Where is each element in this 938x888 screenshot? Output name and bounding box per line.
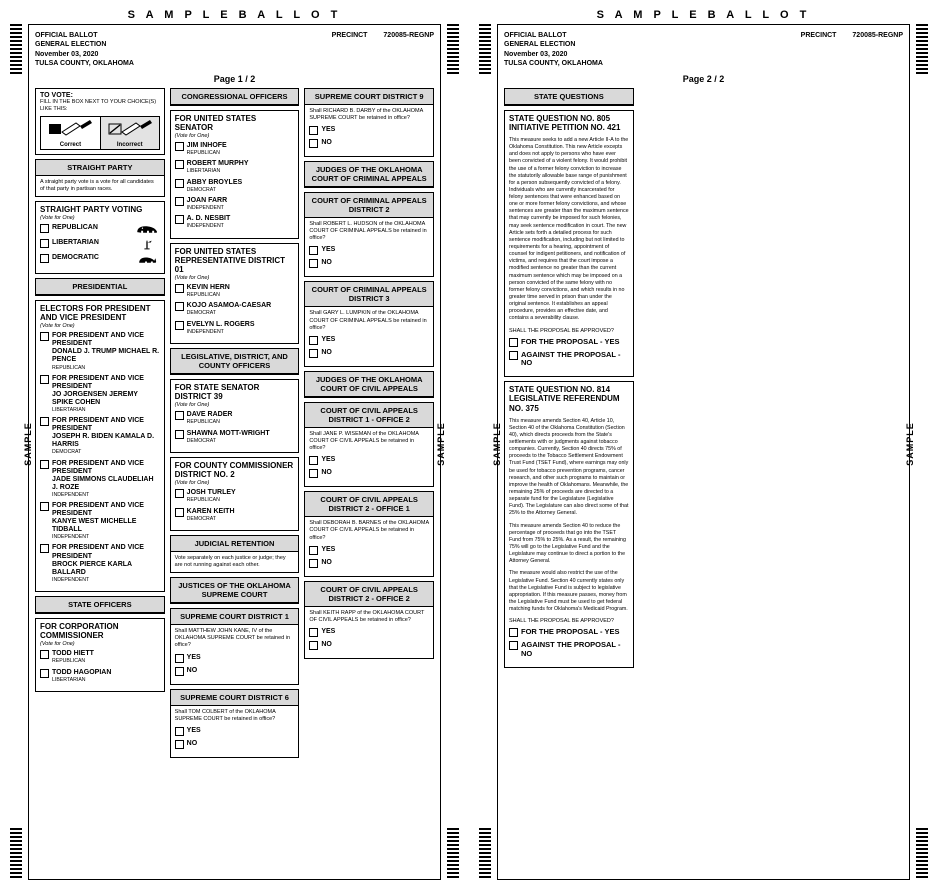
presidential-ticket[interactable] <box>40 332 160 370</box>
oval-cca3-yes[interactable] <box>309 336 318 345</box>
header-election-date: November 03, 2020 <box>35 50 99 58</box>
candidate-name: TODD HAGOPIAN <box>52 668 112 676</box>
correct-mark-icon <box>41 117 100 142</box>
ticket-heading: FOR PRESIDENT AND VICE PRESIDENT <box>52 417 144 433</box>
us-representative-vote-for: (Vote for One) <box>174 275 210 282</box>
legislative-district-county-section <box>170 348 300 375</box>
oval-democratic[interactable] <box>40 254 49 263</box>
supreme-court-district-6-head: SUPREME COURT DISTRICT 6 <box>171 690 299 706</box>
page-number-label: Page 1 / 2 <box>213 73 256 84</box>
oval-sc1-no[interactable] <box>175 667 184 676</box>
oval-libertarian[interactable] <box>40 239 49 248</box>
us-senator-title: FOR UNITED STATES SENATOR <box>174 113 257 132</box>
retention-no-row[interactable] <box>309 139 429 148</box>
candidate-row[interactable] <box>175 321 295 335</box>
yes-label: YES <box>186 653 201 661</box>
ticket-names: DONALD J. TRUMP MICHAEL R. PENCE <box>52 348 160 364</box>
incorrect-mark-icon <box>101 117 159 142</box>
candidate-party: INDEPENDENT <box>186 205 224 212</box>
state-officers-section <box>35 596 165 614</box>
criminal-appeals-district-2-head: COURT OF CRIMINAL APPEALS DISTRICT 2 <box>305 193 433 218</box>
header-official-ballot-2: OFFICIAL BALLOT <box>504 32 567 39</box>
presidential-vote-for: (Vote for One) <box>40 323 75 330</box>
candidate-row[interactable] <box>175 489 295 503</box>
retention-yes-row[interactable] <box>175 727 295 736</box>
supreme-court-district-6 <box>170 689 300 758</box>
corporation-commissioner-vote-for: (Vote for One) <box>40 641 75 648</box>
county-commissioner-title: FOR COUNTY COMMISSIONER DISTRICT NO. 2 <box>174 460 294 480</box>
retention-no-row[interactable] <box>309 641 429 650</box>
candidate-row[interactable] <box>40 650 160 664</box>
candidate-row[interactable] <box>175 508 295 522</box>
ticket-names: JO JORGENSEN JEREMY SPIKE COHEN <box>52 390 138 406</box>
oval-rep-1[interactable] <box>175 284 184 293</box>
candidate-party: LIBERTARIAN <box>52 676 86 683</box>
criminal-appeals-district-3 <box>304 281 434 366</box>
mark-example <box>40 116 160 150</box>
presidential-office-title: ELECTORS FOR PRESIDENT AND VICE PRESIDENT <box>40 303 151 323</box>
ticket-party: LIBERTARIAN <box>52 406 86 413</box>
candidate-party: LIBERTARIAN <box>186 168 221 175</box>
precinct-label: PRECINCT <box>331 32 368 39</box>
sample-ballot-title-2: S A M P L E B A L L O T <box>596 9 811 21</box>
timing-marks-left-2 <box>479 24 491 880</box>
elephant-icon <box>134 224 160 235</box>
candidate-party: INDEPENDENT <box>186 223 224 230</box>
straight-party-head: STRAIGHT PARTY <box>36 160 164 176</box>
retention-yes-row[interactable] <box>309 628 429 637</box>
yes-label: YES <box>321 545 336 553</box>
ticket-heading: FOR PRESIDENT AND VICE PRESIDENT <box>52 459 144 475</box>
oval-sq805-against[interactable] <box>509 351 518 360</box>
oval-senator-5[interactable] <box>175 215 184 224</box>
oval-state-senator-2[interactable] <box>175 430 184 439</box>
no-label: NO <box>321 139 332 147</box>
ticket-heading: FOR PRESIDENT AND VICE PRESIDENT <box>52 502 144 518</box>
supreme-court-district-1-head: SUPREME COURT DISTRICT 1 <box>171 609 299 625</box>
candidate-row[interactable] <box>175 197 295 211</box>
oval-cva22-yes[interactable] <box>309 628 318 637</box>
oval-sq814-against[interactable] <box>509 641 518 650</box>
column-1-page-2 <box>504 88 634 672</box>
ticket-names: JOSEPH R. BIDEN KAMALA D. HARRIS <box>52 433 155 449</box>
oval-state-senator-1[interactable] <box>175 411 184 420</box>
candidate-name: DAVE RADER <box>186 411 233 419</box>
us-representative-title: FOR UNITED STATES REPRESENTATIVE DISTRICT 01 <box>174 246 286 274</box>
civil-appeals-d2-o2 <box>304 581 434 659</box>
oval-senator-3[interactable] <box>175 179 184 188</box>
state-question-805-for-row[interactable] <box>509 338 629 347</box>
timing-marks-right-2 <box>916 24 928 880</box>
vertical-sample-watermark-left-2: SAMPLE <box>491 422 502 466</box>
candidate-row[interactable] <box>175 179 295 193</box>
header-election-date-2: November 03, 2020 <box>504 50 568 58</box>
party-label-libertarian: LIBERTARIAN <box>52 238 99 246</box>
oval-president-3[interactable] <box>40 417 49 426</box>
oval-cva21-no[interactable] <box>309 559 318 568</box>
supreme-court-district-9 <box>304 88 434 157</box>
ticket-names: JADE SIMMONS CLAUDELIAH J. ROZE <box>52 475 154 491</box>
retention-question: Shall RICHARD B. DARBY of the OKLAHOMA SUPREME COURT be retained in office? <box>309 107 423 121</box>
congressional-officers-section <box>170 88 300 106</box>
judicial-retention-instructions: Vote separately on each justice or judge; they are not running against each other. <box>174 554 286 568</box>
header-official-ballot: OFFICIAL BALLOT <box>35 32 98 39</box>
us-senator-vote-for: (Vote for One) <box>174 133 210 140</box>
candidate-row[interactable] <box>175 160 295 174</box>
retention-no-row[interactable] <box>175 740 295 749</box>
judicial-retention-section <box>170 535 300 573</box>
retention-yes-row[interactable] <box>309 126 429 135</box>
straight-party-option-democratic[interactable] <box>40 254 160 265</box>
oval-sq805-for[interactable] <box>509 338 518 347</box>
candidate-party: DEMOCRAT <box>186 515 216 522</box>
yes-label: YES <box>321 335 336 343</box>
candidate-name: KOJO ASAMOA-CAESAR <box>186 302 272 310</box>
ticket-heading: FOR PRESIDENT AND VICE PRESIDENT <box>52 544 144 560</box>
civil-appeals-d2-o1-head: COURT OF CIVIL APPEALS DISTRICT 2 - OFFICE 1 <box>305 492 433 517</box>
candidate-party: DEMOCRAT <box>186 310 216 317</box>
candidate-party: REPUBLICAN <box>52 658 86 665</box>
candidate-row[interactable] <box>175 430 295 444</box>
candidate-row[interactable] <box>175 284 295 298</box>
retention-no-row[interactable] <box>309 469 429 478</box>
presidential-ticket[interactable] <box>40 375 160 413</box>
ballot-content-page-1 <box>28 24 441 880</box>
no-label: NO <box>186 739 198 747</box>
candidate-name: SHAWNA MOTT-WRIGHT <box>186 429 270 437</box>
presidential-ticket[interactable] <box>40 417 160 455</box>
oval-cca2-no[interactable] <box>309 259 318 268</box>
candidate-party: REPUBLICAN <box>186 292 220 299</box>
straight-party-section <box>35 159 165 197</box>
yes-label: YES <box>321 246 336 254</box>
to-vote-title: TO VOTE: <box>40 91 73 99</box>
county-commissioner-vote-for: (Vote for One) <box>174 480 210 487</box>
state-question-814-for-row[interactable] <box>509 628 629 637</box>
correct-label: Correct <box>59 141 82 148</box>
against-proposal-label: AGAINST THE PROPOSAL - NO <box>521 349 621 368</box>
candidate-row[interactable] <box>175 142 295 156</box>
retention-question: Shall JANE P. WISEMAN of the OKLAHOMA COURT OF CIVIL APPEALS be retained in office? <box>309 430 419 452</box>
candidate-row[interactable] <box>175 215 295 229</box>
retention-yes-row[interactable] <box>309 456 429 465</box>
state-question-805 <box>504 110 634 377</box>
retention-no-row[interactable] <box>309 259 429 268</box>
straight-party-description: A straight party vote is a vote for all candidates of that party in partisan races. <box>40 178 154 192</box>
oval-cva22-no[interactable] <box>309 641 318 650</box>
oval-senator-4[interactable] <box>175 197 184 206</box>
retention-question: Shall ROBERT L. HUDSON of the OKLAHOMA COURT OF CRIMINAL APPEALS be retained in office? <box>309 221 427 242</box>
oval-corp-comm-2[interactable] <box>40 669 49 678</box>
oval-sc1-yes[interactable] <box>175 654 184 663</box>
oval-commissioner-1[interactable] <box>175 489 184 498</box>
retention-question: Shall TOM COLBERT of the OKLAHOMA SUPREME COURT be retained in office? <box>174 708 276 722</box>
yes-label: YES <box>321 456 336 464</box>
candidate-name: JOAN FARR <box>186 196 228 204</box>
state-questions-head: STATE QUESTIONS <box>505 89 633 105</box>
oval-rep-2[interactable] <box>175 302 184 311</box>
oval-cva21-yes[interactable] <box>309 546 318 555</box>
oval-sc6-no[interactable] <box>175 740 184 749</box>
yes-label: YES <box>186 726 201 734</box>
straight-party-option-libertarian[interactable] <box>40 239 160 250</box>
precinct-label-2: PRECINCT <box>800 32 837 39</box>
presidential-ticket[interactable] <box>40 502 160 540</box>
timing-marks-right <box>447 24 459 880</box>
header-county-2: TULSA COUNTY, OKLAHOMA <box>504 60 603 68</box>
county-commissioner-contest <box>170 457 300 531</box>
justices-supreme-court-head: JUSTICES OF THE OKLAHOMA SUPREME COURT <box>171 578 299 603</box>
oval-sc6-yes[interactable] <box>175 727 184 736</box>
header-county: TULSA COUNTY, OKLAHOMA <box>35 60 134 68</box>
yes-label: YES <box>321 628 336 635</box>
oval-cva12-no[interactable] <box>309 469 318 478</box>
against-proposal-label: AGAINST THE PROPOSAL - NO <box>521 640 621 658</box>
oval-cca2-yes[interactable] <box>309 246 318 255</box>
us-representative-contest <box>170 243 300 344</box>
candidate-name: KAREN KEITH <box>186 507 235 515</box>
candidate-party: DEMOCRAT <box>186 437 216 444</box>
ticket-party: INDEPENDENT <box>52 576 90 583</box>
candidate-row[interactable] <box>40 669 160 683</box>
oval-president-4[interactable] <box>40 460 49 469</box>
to-vote-subtitle: FILL IN THE BOX NEXT TO YOUR CHOICE(S) LIKE THIS: <box>40 98 157 112</box>
vertical-sample-watermark-left: SAMPLE <box>22 422 33 466</box>
oval-sc9-yes[interactable] <box>309 126 318 135</box>
state-question-814-text-1: This measure amends Section 40, Article 10, Section 40 of the Oklahoma Constitution (Section 40), which directs proceeds from the State's settlements with or judgments against tobacco companies. Currently, Section 40 directs 75% of proceeds to the Tobacco Settlement Endowment Trust Fund (TSET Fund), where earnings may only be used for tobacco prevention programs, cancer research, and other such programs to maintain or improve the health of Oklahomans. Meanwhile, the remaining 25% of proceeds are directed to a separate fund for the Legislature (Legislative Fund). The Legislature can also direct some of that 25% to the Attorney General. <box>509 417 629 517</box>
criminal-appeals-district-3-head: COURT OF CRIMINAL APPEALS DISTRICT 3 <box>305 282 433 307</box>
vertical-sample-watermark-right-2: SAMPLE <box>905 422 916 466</box>
candidate-party: REPUBLICAN <box>186 150 220 157</box>
oval-sc9-no[interactable] <box>309 139 318 148</box>
candidate-name: ROBERT MURPHY <box>186 160 249 168</box>
retention-yes-row[interactable] <box>309 336 429 345</box>
donkey-icon <box>134 254 160 265</box>
no-label: NO <box>186 666 198 674</box>
retention-yes-row[interactable] <box>309 546 429 555</box>
state-question-814-text-2: This measure amends Section 40 to reduce the percentage of proceeds that go into the TSET Fund from 75% to 25%. As a result, the remaining 75% will go to the Legislative Fund and the Legislature may continue to direct a portion to the Attorney General. <box>509 522 626 565</box>
civil-appeals-section <box>304 371 434 398</box>
oval-republican[interactable] <box>40 224 49 233</box>
judicial-retention-head: JUDICIAL RETENTION <box>171 536 299 552</box>
oval-cca3-no[interactable] <box>309 349 318 358</box>
state-question-814-text-3: The measure would also restrict the use of the Legislative Fund. Section 40 currently states only that the Legislative Fund is subject to legislative appropriation. If this measure passes, money from the Legislative Fund must be used to get federal matching funds for Oklahoma's Medicaid Program. <box>509 570 628 613</box>
vertical-sample-watermark-right: SAMPLE <box>436 422 447 466</box>
ticket-names: BROCK PIERCE KARLA BALLARD <box>52 560 132 576</box>
oval-president-6[interactable] <box>40 544 49 553</box>
state-question-805-text: This measure seeks to add a new Article II-A to the Oklahoma Constitution. This new Article excepts and does not apply to persons who have ever been convicted of a violent felony. It would prohibit the use of a former felony conviction to increase the statutorily allowable base range of punishment for a person subsequently convicted of a felony. Individuals who are currently incarcerated for felony sentences that were enhanced based on one or more former felony convictions, and whose sentences are greater than the maximum sentence that may currently be imposed for such felonies, may seek sentence modification in court. The new Article sets forth a detailed process for such sentence modification, including but not limited to requirements for a hearing, appointment of counsel for indigent petitioners, and notification of victims, and requires that the court impose a modified sentence no greater than the current maximum sentence which may be imposed on a person convicted of the same felony with no former felony convictions, and which results in no greater time served in prison than under the original sentence. It establishes an appeal procedure, provides an effective date, and contains a severability clause. <box>509 136 629 322</box>
state-question-814 <box>504 381 634 668</box>
oval-senator-2[interactable] <box>175 160 184 169</box>
state-question-814-title: STATE QUESTION NO. 814 LEGISLATIVE REFERENDUM NO. 375 <box>509 384 620 414</box>
candidate-row[interactable] <box>175 411 295 425</box>
civil-appeals-d2-o1 <box>304 491 434 576</box>
no-label: NO <box>321 469 332 477</box>
criminal-appeals-section <box>304 161 434 188</box>
supreme-court-district-9-head: SUPREME COURT DISTRICT 9 <box>305 89 433 105</box>
ballot-header-2 <box>504 31 903 69</box>
presidential-ticket[interactable] <box>40 544 160 582</box>
ballot-sheet-page-2 <box>469 0 938 888</box>
candidate-party: REPUBLICAN <box>186 497 220 504</box>
us-senator-contest <box>170 110 300 239</box>
oval-rep-3[interactable] <box>175 321 184 330</box>
retention-question: Shall KEITH RAPP of the OKLAHOMA COURT OF CIVIL APPEALS be retained in office? <box>309 609 425 623</box>
header-election-type-2: GENERAL ELECTION <box>504 41 576 49</box>
timing-marks-left <box>10 24 22 880</box>
party-label-democratic: DEMOCRATIC <box>52 253 99 261</box>
to-vote-instructions <box>35 88 165 155</box>
no-label: NO <box>321 348 332 356</box>
candidate-party: DEMOCRAT <box>186 186 216 193</box>
page-number-label-2: Page 2 / 2 <box>682 73 725 84</box>
candidate-party: REPUBLICAN <box>186 419 220 426</box>
column-1 <box>35 88 165 696</box>
presidential-section <box>35 278 165 296</box>
straight-party-option-republican[interactable] <box>40 224 160 235</box>
column-2 <box>170 88 300 762</box>
civil-appeals-head: JUDGES OF THE OKLAHOMA COURT OF CIVIL APPEALS <box>305 372 433 397</box>
state-questions-section <box>504 88 634 106</box>
oval-senator-1[interactable] <box>175 142 184 151</box>
retention-question: Shall GARY L. LUMPKIN of the OKLAHOMA COURT OF CRIMINAL APPEALS be retained in office? <box>309 310 427 331</box>
for-proposal-label: FOR THE PROPOSAL - YES <box>521 336 620 346</box>
candidate-name: JOSH TURLEY <box>186 489 236 497</box>
retention-no-row[interactable] <box>309 559 429 568</box>
sample-ballot-title: S A M P L E B A L L O T <box>127 9 342 21</box>
candidate-name: ABBY BROYLES <box>186 178 243 186</box>
civil-appeals-d1-o2-head: COURT OF CIVIL APPEALS DISTRICT 1 - OFFICE 2 <box>305 403 433 428</box>
candidate-party: INDEPENDENT <box>186 328 224 335</box>
ballot-content-page-2 <box>497 24 910 880</box>
presidential-head: PRESIDENTIAL <box>36 279 164 295</box>
congressional-head: CONGRESSIONAL OFFICERS <box>171 89 299 105</box>
candidate-name: JIM INHOFE <box>186 142 227 150</box>
oval-president-5[interactable] <box>40 502 49 511</box>
precinct-value: 720085-REGNP <box>383 32 434 39</box>
criminal-appeals-head: JUDGES OF THE OKLAHOMA COURT OF CRIMINAL APPEALS <box>305 162 433 187</box>
retention-yes-row[interactable] <box>175 654 295 663</box>
state-senator-vote-for: (Vote for One) <box>174 402 210 409</box>
corporation-commissioner-title: FOR CORPORATION COMMISSIONER <box>40 621 119 641</box>
yes-label: YES <box>321 126 336 134</box>
state-question-814-against-row[interactable] <box>509 641 629 658</box>
ticket-heading: FOR PRESIDENT AND VICE PRESIDENT <box>52 332 144 348</box>
candidate-name: KEVIN HERN <box>186 284 230 292</box>
column-3 <box>304 88 434 663</box>
state-question-805-against-row[interactable] <box>509 351 629 368</box>
ticket-names: KANYE WEST MICHELLE TIDBALL <box>52 518 137 534</box>
oval-sq814-for[interactable] <box>509 628 518 637</box>
oval-corp-comm-1[interactable] <box>40 650 49 659</box>
oval-president-2[interactable] <box>40 375 49 384</box>
no-label: NO <box>321 259 332 267</box>
ballot-header <box>35 31 434 69</box>
straight-party-voting-title: STRAIGHT PARTY VOTING <box>40 204 143 214</box>
oval-cva12-yes[interactable] <box>309 456 318 465</box>
party-label-republican: REPUBLICAN <box>52 223 98 231</box>
candidate-row[interactable] <box>175 302 295 316</box>
header-election-type: GENERAL ELECTION <box>35 41 107 49</box>
precinct-value-2: 720085-REGNP <box>852 32 903 39</box>
for-proposal-label: FOR THE PROPOSAL - YES <box>521 627 620 637</box>
ticket-party: INDEPENDENT <box>52 491 90 498</box>
statue-of-liberty-icon <box>134 239 160 250</box>
state-question-805-prompt: SHALL THE PROPOSAL BE APPROVED? <box>509 327 614 334</box>
corporation-commissioner-contest <box>35 618 165 692</box>
oval-commissioner-2[interactable] <box>175 508 184 517</box>
state-officers-head: STATE OFFICERS <box>36 597 164 613</box>
ticket-party: INDEPENDENT <box>52 534 90 541</box>
civil-appeals-d1-o2 <box>304 402 434 487</box>
no-label: NO <box>321 641 332 648</box>
incorrect-label: Incorrect <box>116 141 143 148</box>
legislative-head: LEGISLATIVE, DISTRICT, AND COUNTY OFFICERS <box>171 349 299 374</box>
state-senator-contest <box>170 379 300 453</box>
presidential-ticket[interactable] <box>40 460 160 498</box>
criminal-appeals-district-2 <box>304 192 434 277</box>
justices-supreme-court-section <box>170 577 300 604</box>
candidate-name: A. D. NESBIT <box>186 215 231 223</box>
retention-question: Shall MATTHEW JOHN KANE, IV of the OKLAHOMA SUPREME COURT be retained in office? <box>174 628 291 649</box>
state-question-805-title: STATE QUESTION NO. 805 INITIATIVE PETITION NO. 421 <box>509 113 621 133</box>
retention-yes-row[interactable] <box>309 246 429 255</box>
civil-appeals-d2-o2-head: COURT OF CIVIL APPEALS DISTRICT 2 - OFFICE 2 <box>305 582 433 607</box>
state-senator-title: FOR STATE SENATOR DISTRICT 39 <box>174 382 260 402</box>
no-label: NO <box>321 558 332 566</box>
retention-question: Shall DEBORAH B. BARNES of the OKLAHOMA COURT OF CIVIL APPEALS be retained in office? <box>309 520 429 541</box>
ticket-party: DEMOCRAT <box>52 449 82 456</box>
candidate-name: EVELYN L. ROGERS <box>186 320 255 328</box>
candidate-name: TODD HIETT <box>52 650 94 658</box>
straight-party-voting-contest <box>35 201 165 274</box>
straight-party-vote-for: (Vote for One) <box>40 214 75 221</box>
ticket-heading: FOR PRESIDENT AND VICE PRESIDENT <box>52 374 144 390</box>
retention-no-row[interactable] <box>309 349 429 358</box>
ticket-party: REPUBLICAN <box>52 364 86 371</box>
presidential-contest <box>35 300 165 592</box>
oval-president-1[interactable] <box>40 332 49 341</box>
state-question-814-prompt: SHALL THE PROPOSAL BE APPROVED? <box>509 618 614 625</box>
supreme-court-district-1 <box>170 608 300 684</box>
retention-no-row[interactable] <box>175 667 295 676</box>
